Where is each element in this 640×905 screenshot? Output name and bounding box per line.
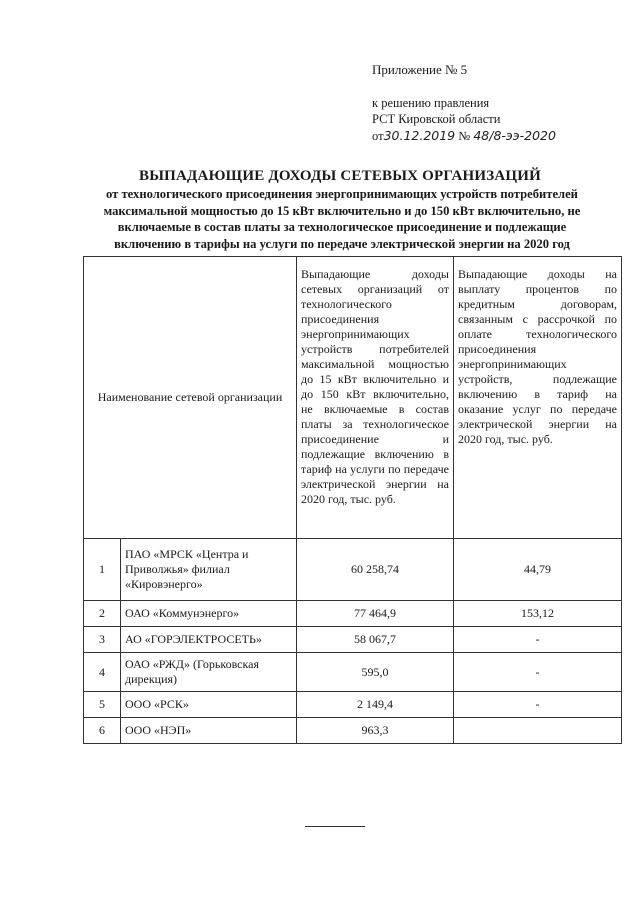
table-row — [84, 539, 622, 601]
decision-date: 30.12.2019 — [383, 127, 456, 143]
table-row — [84, 718, 622, 744]
decision-number: 48/8-ээ-2020 — [473, 127, 556, 143]
lost-revenue-value: 2 149,4 — [297, 692, 454, 718]
organization-name: ПАО «МРСК «Центра и Приволжья» филиал «Кировэнерго» — [121, 539, 297, 601]
appendix-title: Приложение № 5 — [372, 62, 468, 77]
table-row — [84, 601, 622, 627]
table-row — [84, 692, 622, 718]
interest-revenue-value: 153,12 — [454, 601, 622, 627]
header-lost-revenue: Выпадающие доходы сетевых организаций от технологического присоединения энергопринимающих устройств потребителей максимальной мощностью до 15 кВт включительно и до 150 кВт включительно, не включаемые в состав платы за технологическое присоединение и подлежащие включению в тариф на услуги по передаче электрической энергии на 2020 год, тыс. руб. — [297, 257, 454, 539]
document-title: ВЫПАДАЮЩИЕ ДОХОДЫ СЕТЕВЫХ ОРГАНИЗАЦИЙ — [139, 168, 541, 184]
row-number: 5 — [84, 692, 121, 718]
lost-revenue-value: 77 464,9 — [297, 601, 454, 627]
interest-revenue-value: - — [454, 653, 622, 692]
lost-revenue-value: 60 258,74 — [297, 539, 454, 601]
lost-revenue-value: 58 067,7 — [297, 627, 454, 653]
header-interest-revenue: Выпадающие доходы на выплату процентов по кредитным договорам, связанным с рассрочкой по оплате технологического присоединения энергопринимающих устройств, подлежащие включению в тариф на оказание услуг по передаче электрической энергии на 2020 год, тыс. руб. — [454, 257, 622, 539]
number-sign: № — [458, 128, 471, 143]
organization-name: АО «ГОРЭЛЕКТРОСЕТЬ» — [121, 627, 297, 653]
subtitle-line-3: включаемые в состав платы за технологическое присоединение и подлежащие — [117, 220, 567, 235]
subtitle-line-1: от технологического присоединения энергопринимающих устройств потребителей — [106, 187, 578, 201]
decision-line-2: РСТ Кировской области — [372, 112, 501, 127]
table-row — [84, 627, 622, 653]
decision-date-line — [372, 128, 556, 144]
subtitle-line-4: включению в тарифы на услуги по передаче электрической энергии на 2020 год — [114, 236, 570, 251]
lost-revenue-value: 595,0 — [297, 653, 454, 692]
organization-name: ОАО «РЖД» (Горьковская дирекция) — [121, 653, 297, 692]
interest-revenue-value — [454, 718, 622, 744]
row-number: 4 — [84, 653, 121, 692]
lost-revenue-value: 963,3 — [297, 718, 454, 744]
interest-revenue-value: - — [454, 627, 622, 653]
document-subtitle — [66, 186, 618, 252]
organization-name: ООО «НЭП» — [121, 718, 297, 744]
header-organization-name: Наименование сетевой организации — [84, 257, 297, 539]
row-number: 3 — [84, 627, 121, 653]
row-number: 6 — [84, 718, 121, 744]
row-number: 2 — [84, 601, 121, 627]
table-header-row — [84, 257, 622, 539]
interest-revenue-value: 44,79 — [454, 539, 622, 601]
decision-line-1: к решению правления — [372, 96, 490, 110]
revenue-table — [83, 256, 622, 744]
interest-revenue-value: - — [454, 692, 622, 718]
organization-name: ООО «РСК» — [121, 692, 297, 718]
row-number: 1 — [84, 539, 121, 601]
appendix-decision-block — [372, 95, 556, 144]
table-row — [84, 653, 622, 692]
organization-name: ОАО «Коммунэнерго» — [121, 601, 297, 627]
subtitle-line-2: максимальной мощностью до 15 кВт включительно и до 150 кВт включительно, не — [103, 203, 581, 218]
end-line — [305, 826, 365, 827]
date-prefix: от — [372, 128, 384, 143]
